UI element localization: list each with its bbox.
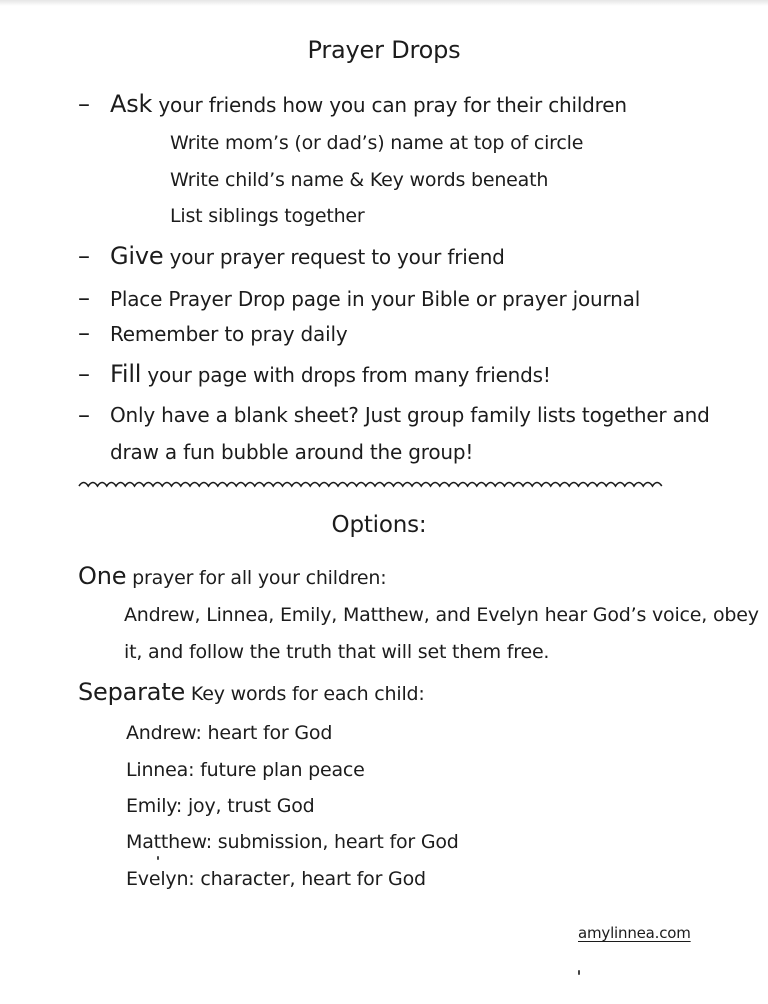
- one-prayer-line-1: Andrew, Linnea, Emily, Matthew, and Evelyn hear God’s voice, obey: [124, 604, 759, 626]
- dash-marker: –: [78, 284, 90, 312]
- dash-marker: –: [78, 360, 90, 388]
- step-blank-sheet-continued: draw a fun bubble around the group!: [110, 440, 474, 464]
- section-lead: One: [78, 562, 127, 590]
- child-linnea: Linnea: future plan peace: [126, 759, 365, 781]
- step-text: your friends how you can pray for their children: [152, 93, 627, 117]
- step-place: Place Prayer Drop page in your Bible or prayer journal: [110, 287, 641, 311]
- child-andrew: Andrew: heart for God: [126, 722, 333, 744]
- dash-marker: –: [78, 242, 90, 270]
- substep-mom-name: Write mom’s (or dad’s) name at top of circle: [170, 132, 584, 154]
- wavy-divider: [78, 478, 670, 494]
- page-title: Prayer Drops: [307, 36, 461, 64]
- substep-child-name: Write child’s name & Key words beneath: [170, 169, 549, 191]
- section-lead: Separate: [78, 678, 186, 706]
- one-prayer-heading: [78, 562, 386, 590]
- step-text: your prayer request to your friend: [163, 245, 505, 269]
- website-link[interactable]: amylinnea.com: [578, 924, 691, 942]
- step-fill: [110, 360, 551, 388]
- step-remember: Remember to pray daily: [110, 322, 348, 346]
- step-blank-sheet: Only have a blank sheet? Just group family lists together and: [110, 403, 710, 427]
- dash-marker: –: [78, 319, 90, 347]
- section-text: prayer for all your children:: [126, 567, 387, 589]
- child-evelyn: Evelyn: character, heart for God: [126, 868, 426, 890]
- scan-speck: [578, 970, 580, 975]
- step-text: your page with drops from many friends!: [141, 363, 551, 387]
- step-lead: Ask: [110, 90, 153, 118]
- step-lead: Fill: [110, 360, 142, 388]
- one-prayer-line-2: it, and follow the truth that will set them free.: [124, 641, 550, 663]
- substep-siblings: List siblings together: [170, 205, 365, 227]
- step-lead: Give: [110, 242, 164, 270]
- child-matthew: Matthew: submission, heart for God: [126, 831, 459, 853]
- separate-heading: [78, 678, 425, 706]
- step-give: [110, 242, 505, 270]
- scan-edge-shadow: [0, 0, 768, 6]
- dash-marker: –: [78, 90, 90, 118]
- dash-marker: –: [78, 401, 90, 429]
- scan-speck: [157, 856, 159, 860]
- options-heading: Options:: [331, 512, 427, 538]
- step-ask: [110, 90, 627, 118]
- child-emily: Emily: joy, trust God: [126, 795, 315, 817]
- section-text: Key words for each child:: [185, 683, 425, 705]
